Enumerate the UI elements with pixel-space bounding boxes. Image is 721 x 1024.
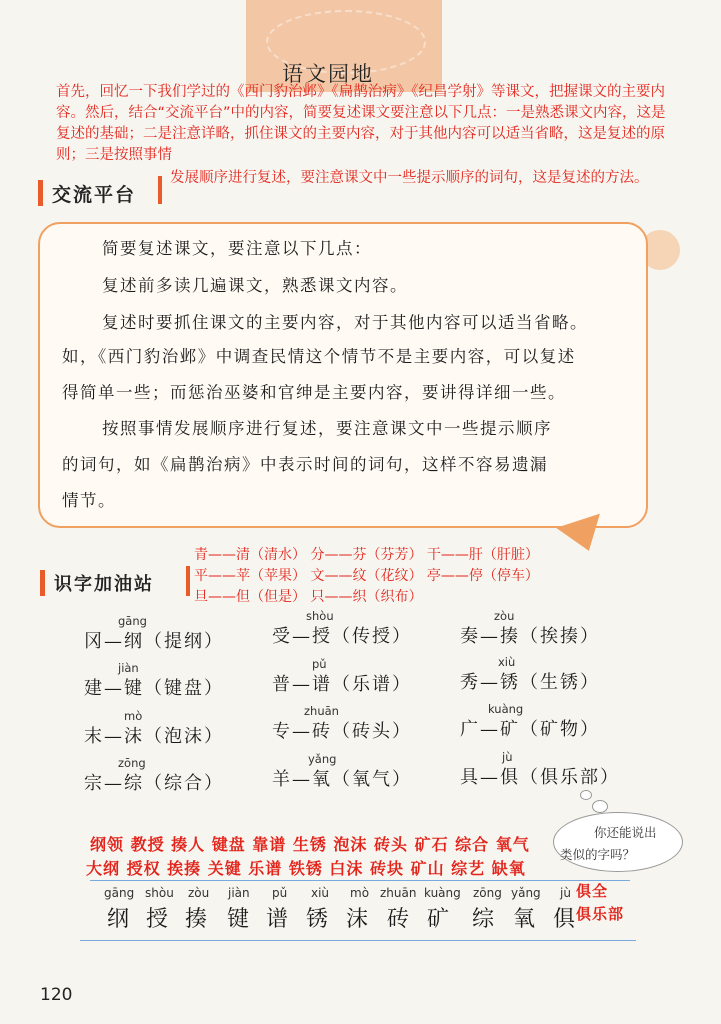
character-pair: 建—键（键盘）: [84, 678, 224, 699]
pinyin-label: jiàn: [118, 661, 139, 675]
character-pair: 受—授（传授）: [272, 626, 412, 647]
red-annotation-line: 旦——但（但是） 只——织（织布）: [194, 589, 423, 605]
target-character: 砖: [387, 907, 410, 932]
heading-marker: [40, 570, 45, 596]
character-pair: 秀—锈（生锈）: [460, 672, 600, 693]
target-character: 纲: [107, 907, 130, 932]
character-pair: 具—俱（俱乐部）: [460, 767, 620, 788]
section-heading-exchange: 交流平台: [52, 184, 137, 206]
exchange-speech-bubble: [38, 222, 648, 528]
character-pair: 羊—氧（氧气）: [272, 769, 412, 790]
pinyin-label: jù: [560, 886, 571, 900]
page-number: 120: [40, 985, 73, 1005]
target-character: 沫: [346, 907, 369, 932]
heading-marker: [38, 180, 43, 206]
pinyin-label: zōng: [118, 756, 146, 770]
pinyin-label: yǎng: [511, 886, 541, 900]
bubble-line: 复述时要抓住课文的主要内容，对于其他内容可以适当省略。: [102, 313, 588, 332]
rule-line: [90, 880, 630, 881]
target-character: 综: [472, 907, 495, 932]
pinyin-label: jiàn: [228, 886, 250, 900]
red-side-word: 俱全: [576, 882, 609, 900]
heading-marker-right: [186, 566, 190, 596]
pinyin-label: yǎng: [308, 752, 337, 766]
section-heading-literacy: 识字加油站: [54, 574, 154, 595]
character-pair: 末—沫（泡沫）: [84, 726, 224, 747]
pinyin-label: mò: [124, 709, 143, 723]
red-side-word: 俱乐部: [576, 905, 625, 923]
pinyin-label: zòu: [188, 886, 210, 900]
pinyin-label: pǔ: [312, 657, 327, 671]
page-title: 语文园地: [282, 62, 374, 86]
thought-dot: [592, 800, 608, 813]
character-pair: 普—谱（乐谱）: [272, 674, 412, 695]
red-annotation-line: 青——清（清水） 分——芬（芬芳） 干——肝（肝脏）: [194, 547, 539, 563]
pinyin-label: shòu: [145, 886, 174, 900]
thought-line: 你还能说出: [594, 825, 657, 840]
character-pair: 广—矿（矿物）: [460, 719, 600, 740]
character-pair: 专—砖（砖头）: [272, 721, 412, 742]
handwritten-annotation-top: 首先，回忆一下我们学过的《西门豹治邺》《扁鹊治病》《纪昌学射》等课文，把握课文的主要内容。然后，结合“交流平台”中的内容，简要复述课文要注意以下几点：一是熟悉课文内容，这是复述的基础；二是注意详略，抓住课文的主要内容，对于其他内容可以适当省略，这是复述的原则；三是按照事情: [56, 84, 666, 163]
pinyin-label: zòu: [494, 609, 515, 623]
thought-dot: [580, 790, 592, 800]
character-pair: 奏—揍（挨揍）: [460, 626, 600, 647]
character-pair: 宗—综（综合）: [84, 773, 224, 794]
thought-line: 类似的字吗？: [560, 847, 636, 862]
bubble-line: 复述前多读几遍课文，熟悉课文内容。: [102, 276, 408, 295]
target-character: 俱: [553, 907, 576, 932]
red-word-row: 纲领 教授 揍人 键盘 靠谱 生锈 泡沫 砖头 矿石 综合 氧气: [90, 835, 530, 854]
heading-marker-right: [158, 176, 162, 204]
bubble-line: 按照事情发展顺序进行复述，要注意课文中一些提示顺序: [102, 419, 552, 438]
target-character: 揍: [185, 907, 208, 932]
target-character: 矿: [427, 907, 450, 932]
pinyin-label: gāng: [104, 886, 135, 900]
target-character: 授: [146, 907, 169, 932]
target-character: 谱: [266, 907, 289, 932]
bubble-line: 的词句，如《扁鹊治病》中表示时间的词句，这样不容易遗漏: [62, 455, 548, 474]
pinyin-label: jù: [502, 750, 513, 764]
rule-line: [80, 940, 636, 941]
pinyin-label: xiù: [498, 655, 516, 669]
character-pair: 冈—纲（提纲）: [84, 631, 224, 652]
thought-bubble: [553, 812, 683, 872]
target-character: 键: [227, 907, 250, 932]
bubble-line: 如，《西门豹治邺》中调查民情这个情节不是主要内容，可以复述: [62, 347, 576, 366]
bubble-line: 情节。: [62, 491, 116, 510]
target-character: 氧: [513, 907, 536, 932]
pinyin-label: xiù: [311, 886, 330, 900]
handwritten-annotation-right: 发展顺序进行复述，要注意课文中一些提示顺序的词句，这是复述的方法。: [170, 170, 649, 186]
pinyin-label: pǔ: [272, 886, 288, 900]
pinyin-label: kuàng: [424, 886, 461, 900]
red-annotation-line: 平——苹（苹果） 文——纹（花纹） 亭——停（停车）: [194, 568, 539, 584]
bubble-line: 得简单一些；而惩治巫婆和官绅是主要内容，要讲得详细一些。: [62, 383, 566, 402]
pinyin-label: kuàng: [488, 702, 524, 716]
pinyin-label: gāng: [118, 614, 147, 628]
bubble-line: 简要复述课文，要注意以下几点：: [102, 239, 372, 258]
pinyin-label: zhuān: [380, 886, 417, 900]
red-word-row: 大纲 授权 挨揍 关键 乐谱 铁锈 白沫 砖块 矿山 综艺 缺氧: [86, 859, 526, 878]
pinyin-label: zōng: [473, 886, 502, 900]
target-character: 锈: [306, 907, 329, 932]
pinyin-label: zhuān: [304, 704, 339, 718]
pinyin-label: shòu: [306, 609, 334, 623]
pinyin-label: mò: [350, 886, 370, 900]
